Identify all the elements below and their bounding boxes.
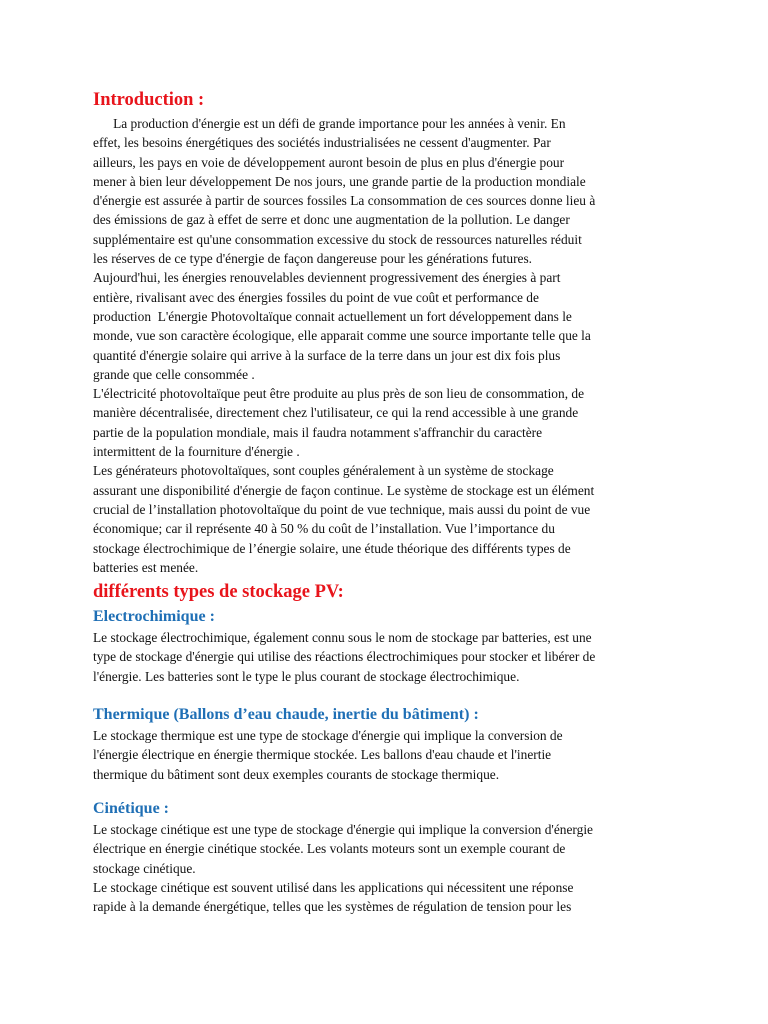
text-line: mener à bien leur développement De nos jours, une grande partie de la production mondiale <box>93 173 586 189</box>
section-heading-electrochemical: Electrochimique : <box>93 608 215 626</box>
text-line: l'énergie. Les batteries sont le type le plus courant de stockage électrochimique. <box>93 668 520 684</box>
text-line: Aujourd'hui, les énergies renouvelables deviennent progressivement des énergies à part <box>93 270 561 286</box>
text-line: les réserves de ce type d'énergie de façon dangereuse pour les générations futures. <box>93 251 533 267</box>
text-line: Le stockage cinétique est souvent utilisé dans les applications qui nécessitent une réponse <box>93 879 574 895</box>
text-line: intermittent de la fourniture d'énergie . <box>93 444 300 460</box>
storage-types-heading: différents types de stockage PV: <box>93 582 344 603</box>
text-line: type de stockage d'énergie qui utilise des réactions électrochimiques pour stocker et libérer de <box>93 649 596 665</box>
text-line: stockage électrochimique de l’énergie solaire, une étude théorique des différents types de <box>93 540 571 556</box>
text-line: électrique en énergie cinétique stockée. Les volants moteurs sont un exemple courant de <box>93 841 566 857</box>
text-line: d'énergie est assurée à partir de sources fossiles La consommation de ces sources donne lieu à <box>93 193 596 209</box>
text-line: Le stockage thermique est une type de stockage d'énergie qui implique la conversion de <box>93 728 563 744</box>
section-thermal-body <box>93 726 683 784</box>
text-line: effet, les besoins énergétiques des sociétés industrialisées ne cessent d'augmenter. Par <box>93 135 551 151</box>
document-page <box>93 88 683 916</box>
text-line: des émissions de gaz à effet de serre et donc une augmentation de la pollution. Le danger <box>93 212 570 228</box>
section-electrochemical-body <box>93 628 683 686</box>
text-line: ailleurs, les pays en voie de développement auront besoin de plus en plus d'énergie pour <box>93 154 565 170</box>
text-line: Le stockage cinétique est une type de stockage d'énergie qui implique la conversion d'énergie <box>93 821 593 837</box>
text-line: assurant une disponibilité d'énergie de façon continue. Le système de stockage est un élément <box>93 482 595 498</box>
text-line: économique; car il représente 40 à 50 % du coût de l’installation. Vue l’importance du <box>93 521 555 537</box>
text-line: crucial de l’installation photovoltaïque du point de vue technique, mais aussi du point de vue <box>93 501 591 517</box>
text-line: quantité d'énergie solaire qui arrive à la surface de la terre dans un jour est dix fois plus <box>93 347 561 363</box>
text-line: entière, rivalisant avec des énergies fossiles du point de vue coût et performance de <box>93 289 539 305</box>
text-line: La production d'énergie est un défi de grande importance pour les années à venir. En <box>93 116 566 131</box>
text-line: thermique du bâtiment sont deux exemples courants de stockage thermique. <box>93 766 500 782</box>
text-line: l'énergie électrique en énergie thermique stockée. Les ballons d'eau chaude et l'inertie <box>93 747 552 763</box>
text-line: rapide à la demande énergétique, telles que les systèmes de régulation de tension pour les <box>93 899 572 915</box>
text-line: grande que celle consommée . <box>93 366 255 382</box>
text-line: monde, vue son caractère écologique, elle apparait comme une source importante telle que la <box>93 328 591 344</box>
section-kinetic-body <box>93 820 683 916</box>
intro-heading: Introduction : <box>93 90 205 110</box>
text-line: L'électricité photovoltaïque peut être produite au plus près de son lieu de consommation, de <box>93 386 585 402</box>
text-line: stockage cinétique. <box>93 860 196 876</box>
text-line: batteries est menée. <box>93 559 199 575</box>
text-line: supplémentaire est qu'une consommation excessive du stock de ressources naturelles réduit <box>93 231 582 247</box>
intro-paragraph <box>93 114 683 577</box>
text-line: manière décentralisée, directement chez l'utilisateur, ce qui la rend accessible à une grande <box>93 405 579 421</box>
text-line: Les générateurs photovoltaïques, sont couples généralement à un système de stockage <box>93 463 554 479</box>
text-line: partie de la population mondiale, mais il faudra notamment s'affranchir du caractère <box>93 424 543 440</box>
section-heading-kinetic: Cinétique : <box>93 799 169 817</box>
section-heading-thermal: Thermique (Ballons d’eau chaude, inertie du bâtiment) : <box>93 706 479 724</box>
text-line: production L'énergie Photovoltaïque connait actuellement un fort développement dans le <box>93 308 572 324</box>
text-line: Le stockage électrochimique, également connu sous le nom de stockage par batteries, est une <box>93 630 592 646</box>
